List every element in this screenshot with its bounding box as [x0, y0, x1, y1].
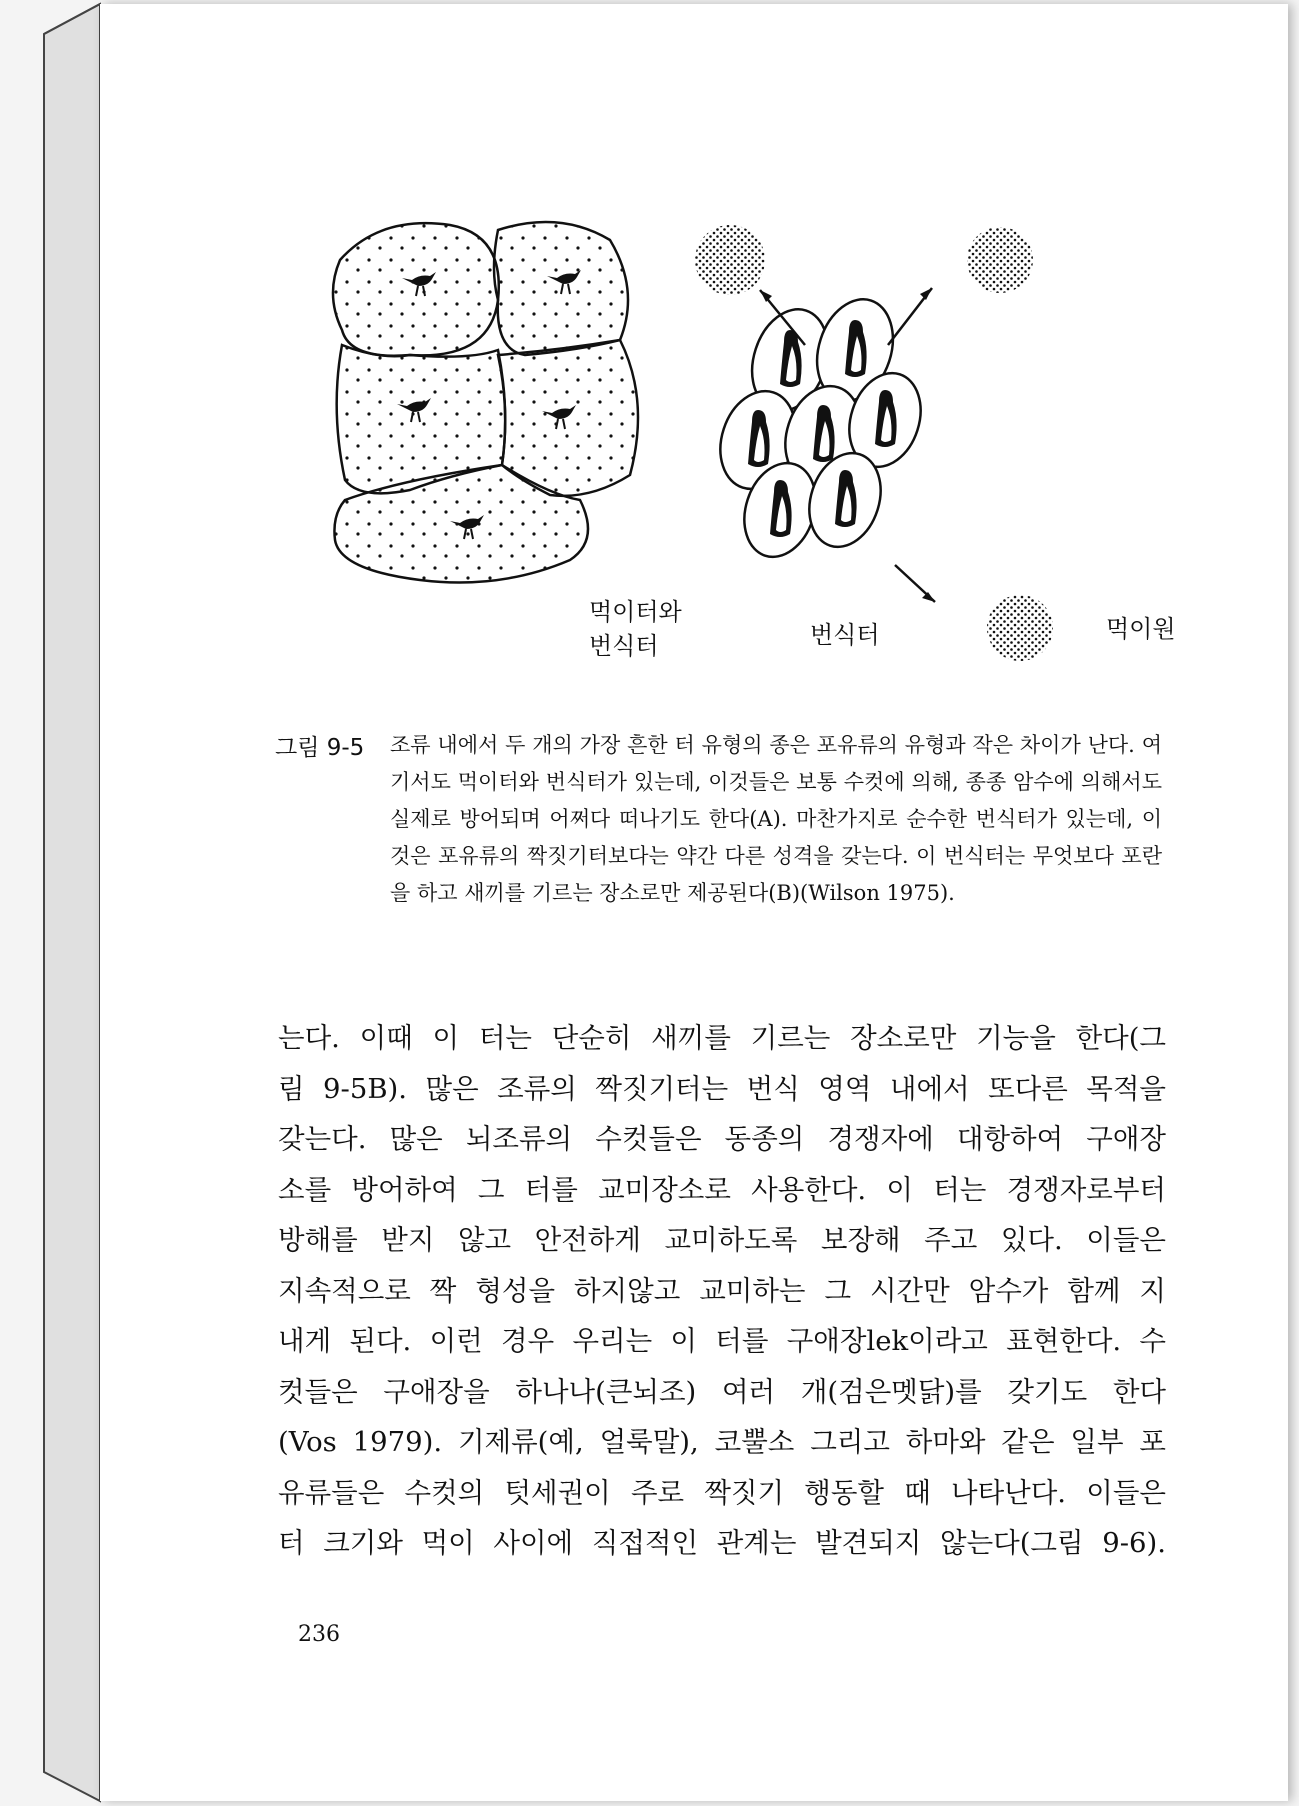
label-feeding-ground: 먹이원 [1106, 615, 1176, 643]
feeding-breeding-territories [333, 222, 638, 583]
body-text [278, 1013, 1166, 1569]
page-number: 236 [298, 1622, 340, 1647]
text-line: (Vos 1979). 기제류(예, 얼룩말), 코뿔소 그리고 하마와 같은 일부 포 [278, 1426, 1166, 1458]
text-line: 림 9-5B). 많은 조류의 짝짓기터는 번식 영역 내에서 또다른 목적을 [278, 1072, 1166, 1105]
text-line: 터 크기와 먹이 사이에 직접적인 관계는 발견되지 않는다(그림 9-6). [278, 1527, 1166, 1559]
text-line: 소를 방어하여 그 터를 교미장소로 사용한다. 이 터는 경쟁자로부터 [278, 1173, 1166, 1206]
label-breeding: 번식터 [810, 621, 880, 649]
text-line: 컷들은 구애장을 하나나(큰뇌조) 여러 개(검은멧닭)를 갖기도 한다 [278, 1375, 1166, 1408]
text-line: 갖는다. 많은 뇌조류의 수컷들은 동종의 경쟁자에 대항하여 구애장 [278, 1123, 1166, 1155]
label-feeding-breeding: 먹이터와 번식터 [589, 598, 682, 660]
figure-caption: 조류 내에서 두 개의 가장 흔한 터 유형의 종은 포유류의 유형과 작은 차이가 난다. 여기서도 먹이터와 번식터가 있는데, 이것들은 보통 수컷에 의해, 종종 암수에 의해서도 실제로 방어되며 어쩌다 떠나기도 한다(A). 마찬가지로 순수한 번식터가 있는데, 이것은 포유류의 짝짓기터보다는 약간 다른 성격을 갖는다. 이 번식터는 무엇보다 포란을 하고 새끼를 기르는 장소로만 제공된다(B)(Wilson 1975). [390, 733, 1162, 905]
text-line: 는다. 이때 이 터는 단순히 새끼를 기르는 장소로만 기능을 한다(그 [278, 1022, 1166, 1054]
text-line: 유류들은 수컷의 텃세권이 주로 짝짓기 행동할 때 나타난다. 이들은 [278, 1476, 1166, 1509]
text-line: 지속적으로 짝 형성을 하지않고 교미하는 그 시간만 암수가 함께 지 [278, 1274, 1166, 1307]
territory-figure [320, 210, 1220, 690]
text-line: 방해를 받지 않고 안전하게 교미하도록 보장해 주고 있다. 이들은 [278, 1224, 1166, 1256]
figure-number: 그림 9-5 [275, 735, 365, 761]
text-line: 내게 된다. 이런 경우 우리는 이 터를 구애장lek이라고 표현한다. 수 [278, 1325, 1166, 1357]
